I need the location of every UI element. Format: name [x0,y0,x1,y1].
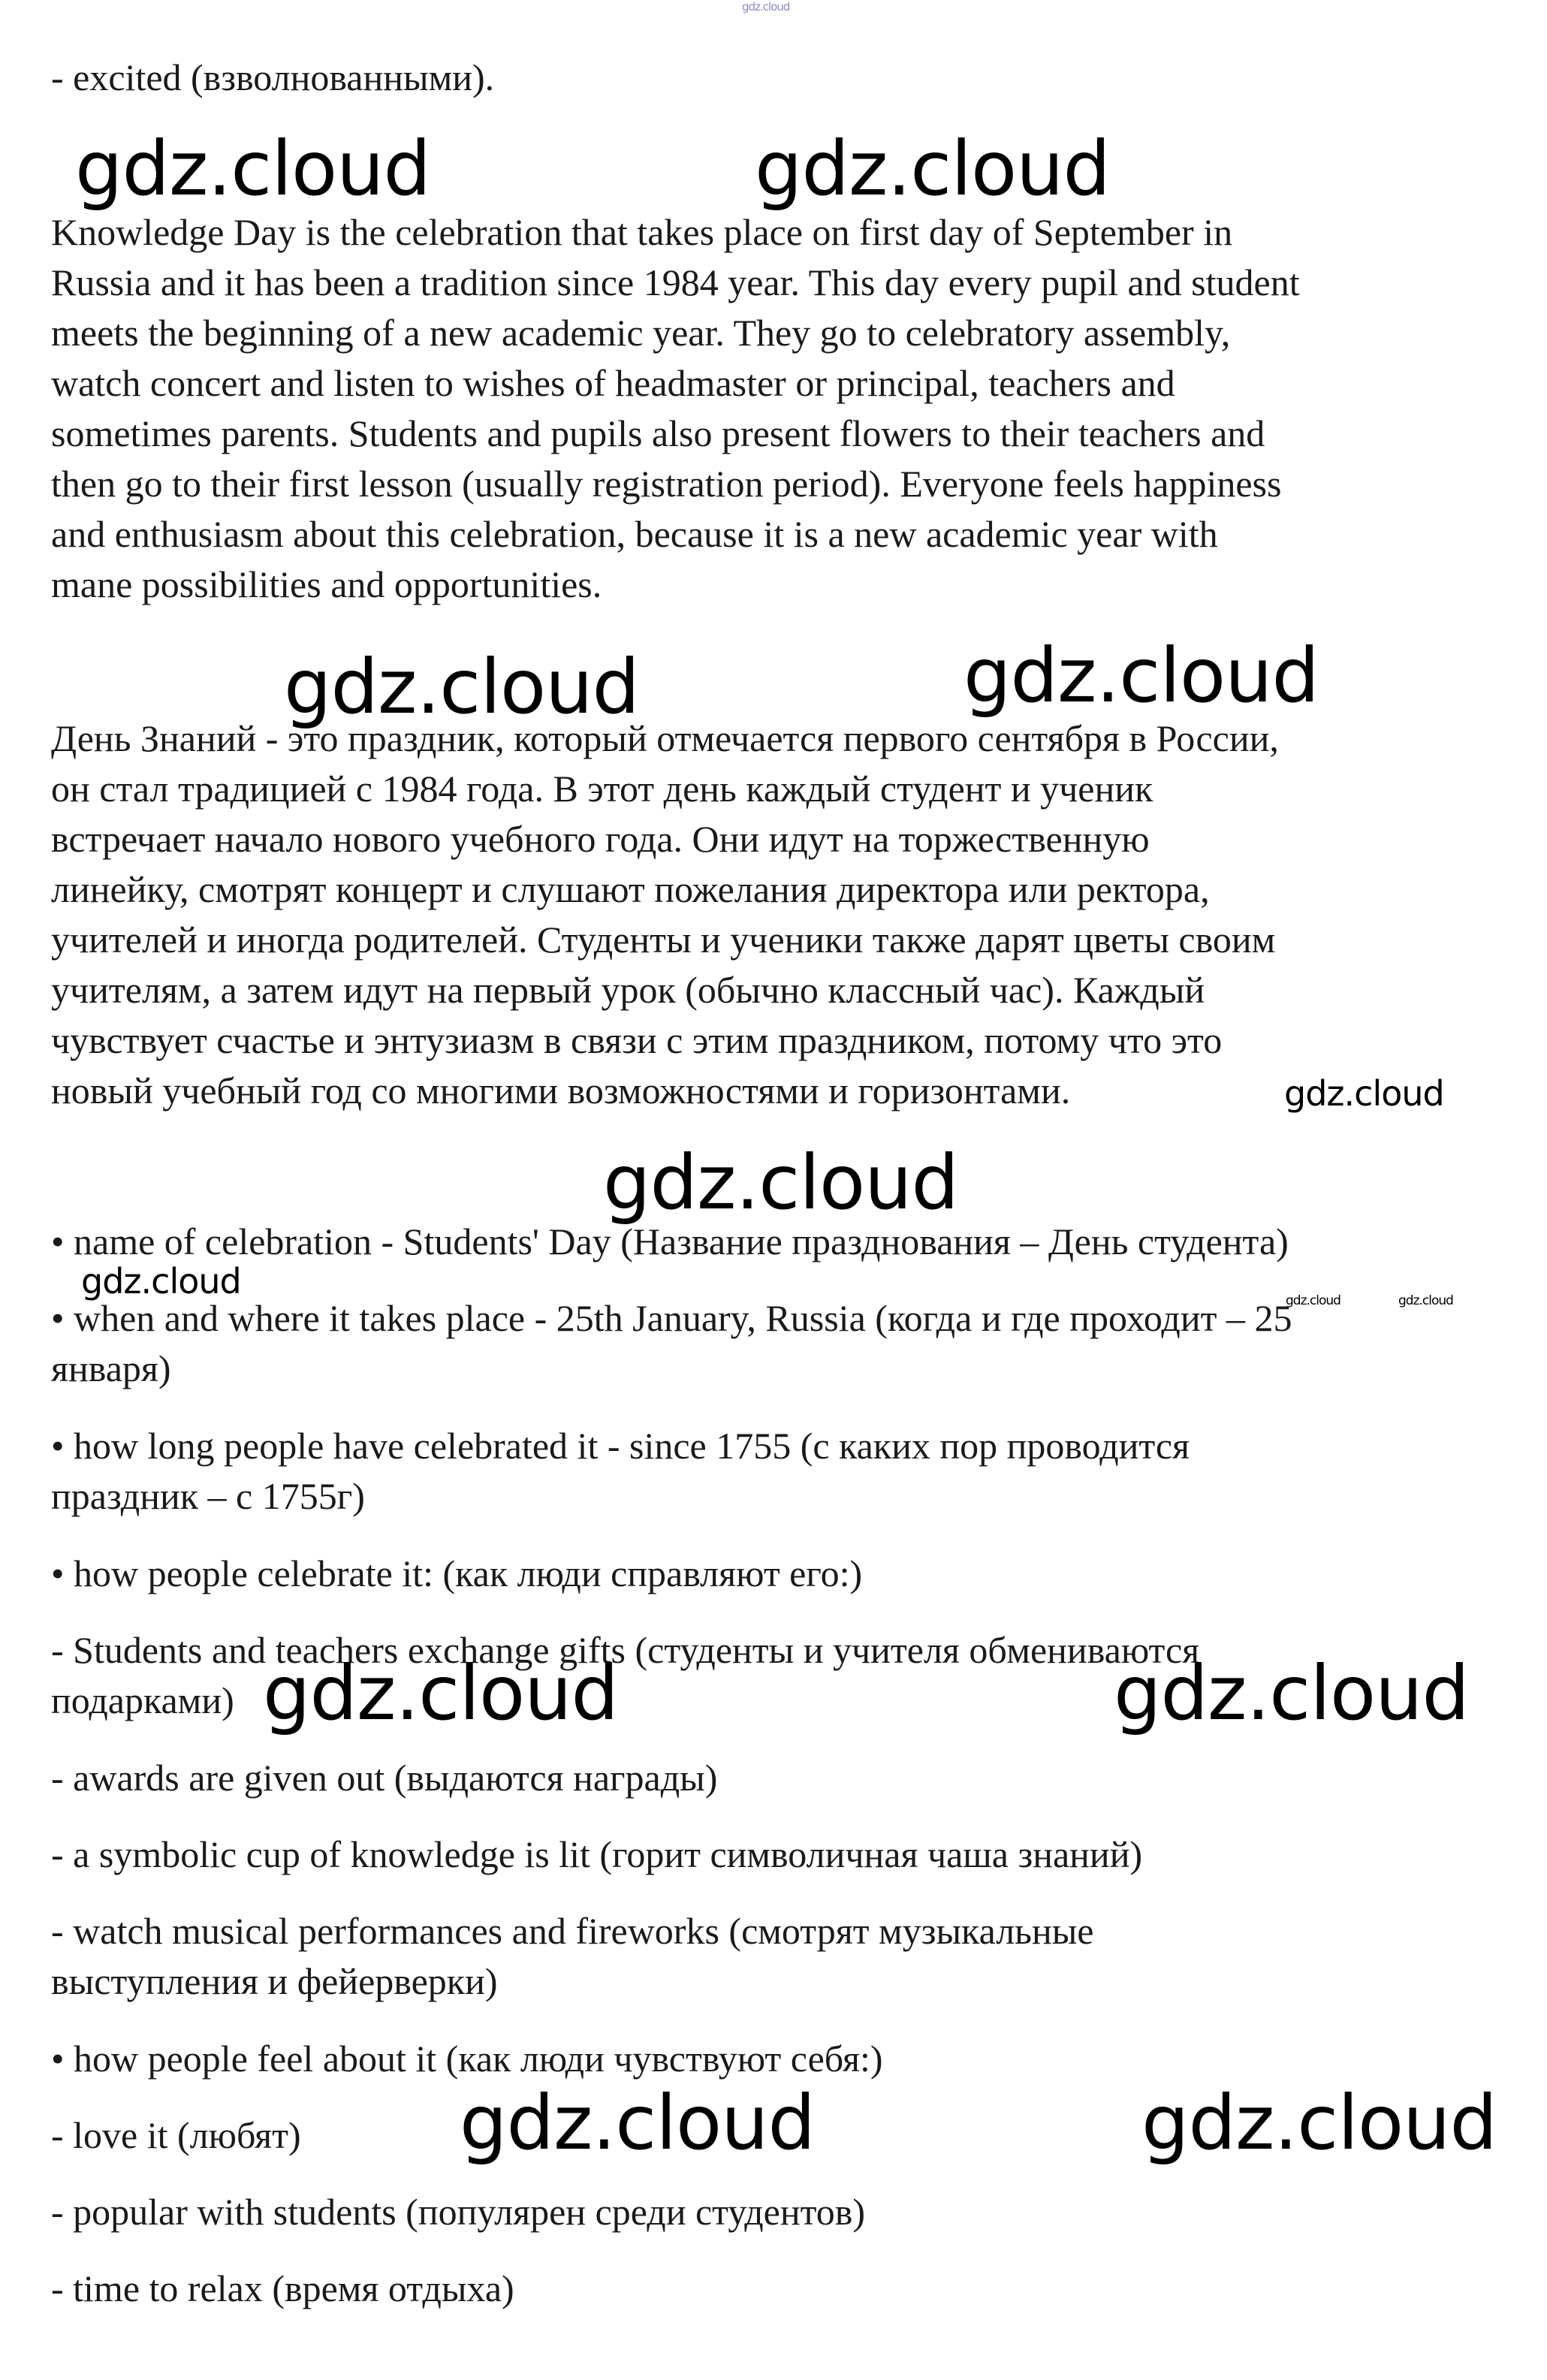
russian-line: День Знаний - это праздник, который отмечается первого сентября в России, [51,717,1279,759]
list-item-when: • when and where it takes place - 25th January, Russia (когда и где проходит – 25 [51,1297,1292,1339]
english-line: mane possibilities and opportunities. [51,563,602,605]
watermark-top: gdz.cloud [742,0,790,14]
watermark: gdz.cloud [1286,1293,1340,1308]
list-item-awards: - awards are given out (выдаются награды) [51,1757,718,1799]
russian-line: учителям, а затем идут на первый урок (обычно классный час). Каждый [51,969,1205,1011]
watermark: gdz.cloud [263,1649,619,1737]
watermark: gdz.cloud [1284,1073,1444,1114]
list-item-gifts-cont: подарками) [51,1679,234,1721]
list-item-how-long-cont: праздник – с 1755г) [51,1475,365,1517]
russian-line: линейку, смотрят концерт и слушают пожелания директора или ректора, [51,868,1210,910]
intro-line: - excited (взволнованными). [51,56,495,98]
watermark: gdz.cloud [81,1261,241,1302]
list-item-love: - love it (любят) [51,2114,301,2156]
watermark: gdz.cloud [1114,1649,1470,1737]
russian-line: он стал традицией с 1984 года. В этот день каждый студент и ученик [51,768,1153,810]
list-item-feel: • how people feel about it (как люди чувствуют себя:) [51,2038,883,2080]
watermark: gdz.cloud [284,643,640,731]
english-line: and enthusiasm about this celebration, because it is a new academic year with [51,513,1218,555]
list-item-cup: - a symbolic cup of knowledge is lit (горит символичная чаша знаний) [51,1833,1143,1875]
russian-line: встречает начало нового учебного года. Они идут на торжественную [51,818,1150,860]
english-line: then go to their first lesson (usually registration period). Everyone feels happiness [51,463,1282,505]
english-line: watch concert and listen to wishes of headmaster or principal, teachers and [51,362,1175,404]
watermark: gdz.cloud [75,125,431,213]
list-item-popular: - popular with students (популярен среди студентов) [51,2191,866,2233]
watermark: gdz.cloud [755,125,1111,213]
list-item-watch: - watch musical performances and fireworks (смотрят музыкальные [51,1910,1094,1952]
list-item-relax: - time to relax (время отдыха) [51,2267,514,2309]
watermark: gdz.cloud [1141,2079,1497,2167]
list-item-how-celebrate: • how people celebrate it: (как люди справляют его:) [51,1552,863,1594]
russian-line: учителей и иногда родителей. Студенты и ученики также дарят цветы своим [51,919,1276,961]
list-item-how-long: • how long people have celebrated it - since 1755 (с каких пор проводится [51,1425,1190,1467]
russian-line: новый учебный год со многими возможностями и горизонтами. [51,1069,1071,1112]
list-item-when-cont: января) [51,1347,171,1389]
english-line: Knowledge Day is the celebration that takes place on first day of September in [51,211,1233,253]
watermark: gdz.cloud [963,632,1319,719]
english-line: sometimes parents. Students and pupils also present flowers to their teachers and [51,412,1265,454]
watermark: gdz.cloud [603,1139,959,1226]
list-item-name: • name of celebration - Students' Day (Название празднования – День студента) [51,1220,1289,1262]
russian-line: чувствует счастье и энтузиазм в связи с этим праздником, потому что это [51,1019,1223,1061]
watermark: gdz.cloud [460,2079,816,2167]
list-item-gifts: - Students and teachers exchange gifts (студенты и учителя обмениваются [51,1629,1200,1671]
list-item-watch-cont: выступления и фейерверки) [51,1960,498,2002]
english-line: meets the beginning of a new academic year. They go to celebratory assembly, [51,312,1231,354]
english-line: Russia and it has been a tradition since 1984 year. This day every pupil and student [51,261,1300,303]
watermark: gdz.cloud [1398,1293,1453,1308]
